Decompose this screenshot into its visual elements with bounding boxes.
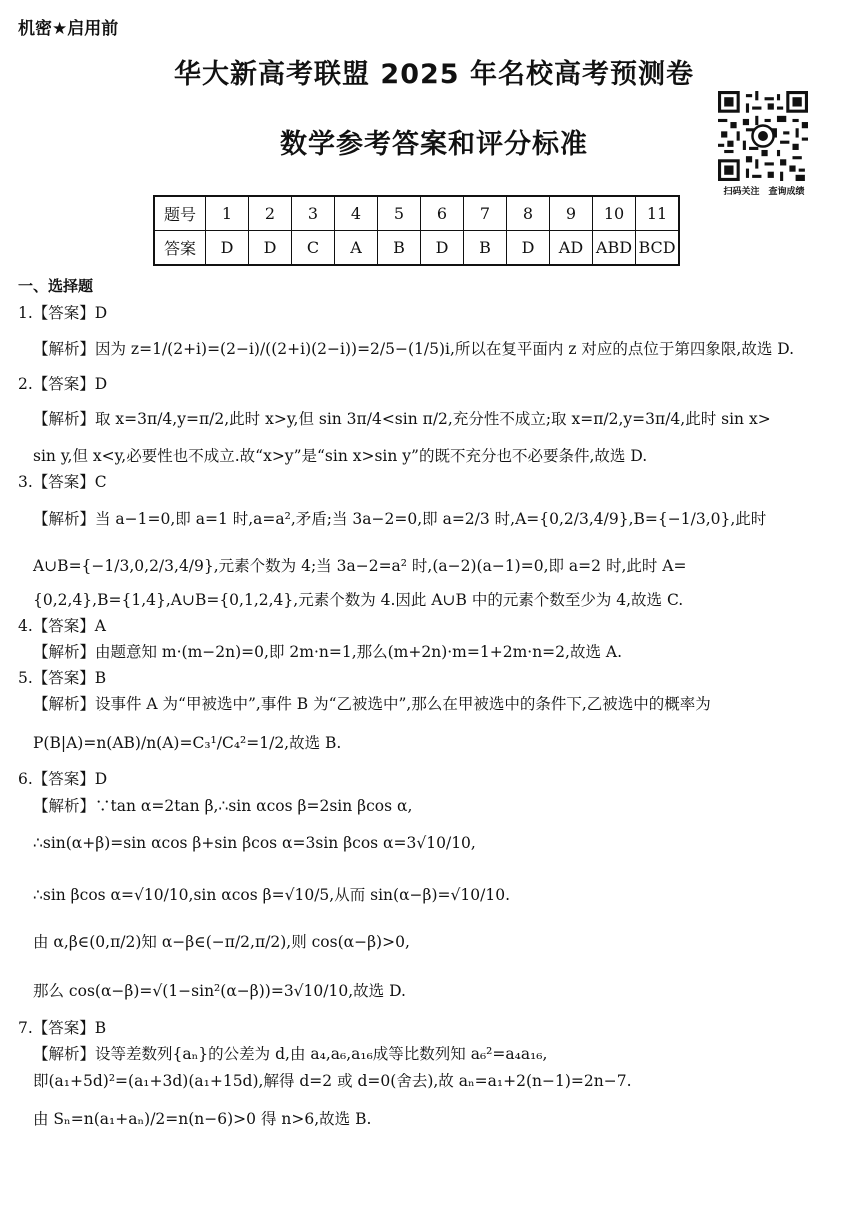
page-subtitle: 数学参考答案和评分标准 [280, 129, 588, 160]
question-number: 3 [292, 196, 335, 231]
answer-cell: B [378, 231, 421, 266]
question-number: 1 [206, 196, 249, 231]
solution-line: 即(a₁+5d)²=(a₁+3d)(a₁+15d),解得 d=2 或 d=0(舍去),故 aₙ=a₁+2(n−1)=2n−7. [33, 1072, 632, 1090]
question-number: 6 [421, 196, 464, 231]
solution-line: 由 Sₙ=n(a₁+aₙ)/2=n(n−6)>0 得 n>6,故选 B. [33, 1110, 372, 1128]
solution-line: sin y,但 x<y,必要性也不成立.故“x>y”是“sin x>sin y”的既不充分也不必要条件,故选 D. [33, 447, 648, 465]
row-label-number: 题号 [154, 196, 206, 231]
question-number: 2 [249, 196, 292, 231]
answer-cell: ABD [593, 231, 636, 266]
question-number: 11 [636, 196, 680, 231]
solution-line: A∪B={−1/3,0,2/3,4/9},元素个数为 4;当 3a−2=a² 时,(a−2)(a−1)=0,即 a=2 时,此时 A= [33, 557, 687, 575]
qr-code-icon [718, 91, 808, 181]
solution-line: ∴sin βcos α=√10/10,sin αcos β=√10/5,从而 sin(α−β)=√10/10. [33, 886, 510, 904]
answer-cell: C [292, 231, 335, 266]
solution-line: 【解析】由题意知 m·(m−2n)=0,即 2m·n=1,那么(m+2n)·m=1+2m·n=2,故选 A. [33, 643, 623, 661]
section-heading: 一、选择题 [18, 277, 94, 295]
solution-line: 【解析】因为 z=1/(2+i)=(2−i)/((2+i)(2−i))=2/5−(1/5)i,所以在复平面内 z 对应的点位于第四象限,故选 D. [33, 340, 795, 358]
row-label-answer: 答案 [154, 231, 206, 266]
qr-caption: 扫码关注 查询成绩 [723, 187, 805, 197]
answer-cell: D [249, 231, 292, 266]
solution-line: 【解析】取 x=3π/4,y=π/2,此时 x>y,但 sin 3π/4<sin π/2,充分性不成立;取 x=π/2,y=3π/4,此时 sin x> [33, 410, 771, 428]
solution-line: ∴sin(α+β)=sin αcos β+sin βcos α=3sin βcos α=3√10/10, [33, 834, 476, 852]
table-row [154, 196, 679, 231]
solution-line: 【解析】当 a−1=0,即 a=1 时,a=a²,矛盾;当 3a−2=0,即 a=2/3 时,A={0,2/3,4/9},B={−1/3,0},此时 [33, 510, 767, 528]
page-title: 华大新高考联盟 2025 年名校高考预测卷 [174, 59, 694, 90]
answer-line: 3.【答案】C [18, 473, 107, 491]
table-row [154, 231, 679, 266]
question-number: 7 [464, 196, 507, 231]
confidential-label: 机密★启用前 [18, 19, 119, 39]
answer-table [153, 195, 680, 266]
answer-line: 7.【答案】B [18, 1019, 107, 1037]
question-number: 9 [550, 196, 593, 231]
answer-cell: D [421, 231, 464, 266]
question-number: 8 [507, 196, 550, 231]
question-number: 5 [378, 196, 421, 231]
answer-line: 2.【答案】D [18, 375, 108, 393]
solution-line: {0,2,4},B={1,4},A∪B={0,1,2,4},元素个数为 4.因此 A∪B 中的元素个数至少为 4,故选 C. [33, 591, 684, 609]
solution-line: P(B|A)=n(AB)/n(A)=C₃¹/C₄²=1/2,故选 B. [33, 734, 342, 752]
answer-line: 5.【答案】B [18, 669, 107, 687]
solution-line: 那么 cos(α−β)=√(1−sin²(α−β))=3√10/10,故选 D. [33, 982, 406, 1000]
answer-cell: AD [550, 231, 593, 266]
answer-line: 6.【答案】D [18, 770, 108, 788]
solution-line: 【解析】∵tan α=2tan β,∴sin αcos β=2sin βcos α, [33, 797, 413, 815]
solution-line: 由 α,β∈(0,π/2)知 α−β∈(−π/2,π/2),则 cos(α−β)>0, [33, 933, 410, 951]
answer-cell: BCD [636, 231, 680, 266]
question-number: 4 [335, 196, 378, 231]
answer-cell: B [464, 231, 507, 266]
answer-line: 4.【答案】A [18, 617, 106, 635]
answer-cell: A [335, 231, 378, 266]
question-number: 10 [593, 196, 636, 231]
answer-line: 1.【答案】D [18, 304, 108, 322]
solution-line: 【解析】设事件 A 为“甲被选中”,事件 B 为“乙被选中”,那么在甲被选中的条件下,乙被选中的概率为 [33, 695, 711, 713]
answer-cell: D [507, 231, 550, 266]
answer-cell: D [206, 231, 249, 266]
solution-line: 【解析】设等差数列{aₙ}的公差为 d,由 a₄,a₆,a₁₆成等比数列知 a₆²=a₄a₁₆, [33, 1045, 548, 1063]
